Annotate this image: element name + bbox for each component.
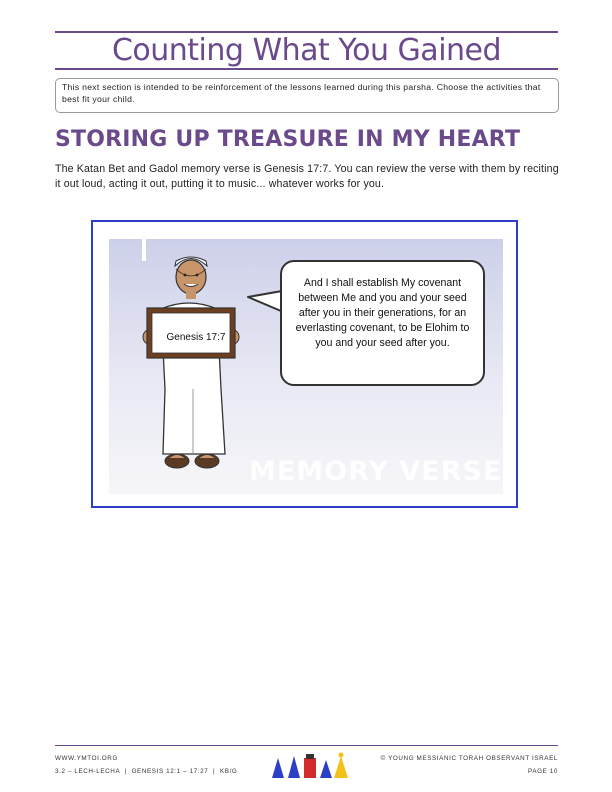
footer-copyright: © YOUNG MESSIANIC TORAH OBSERVANT ISRAEL xyxy=(380,755,558,762)
footer-website: WWW.YMTOI.ORG xyxy=(55,755,118,762)
bubble-tail-cover xyxy=(109,239,149,265)
intro-box xyxy=(55,78,559,113)
footer-lesson-line xyxy=(55,768,237,775)
ymtoi-logo-icon xyxy=(270,752,352,780)
title-underline xyxy=(55,68,558,70)
speech-bubble-text: And I shall establish My covenant between Me and you and your seed after you in their generations, for an everlasting covenant, to be Elohim to you and your seed after you. xyxy=(295,277,470,349)
sign-text: Genesis 17:7 xyxy=(166,332,226,343)
intro-text: This next section is intended to be reinforcement of the lessons learned during this parsha. Choose the activities that best fit your child. xyxy=(62,82,541,104)
footer-page-number: PAGE 10 xyxy=(528,768,558,775)
memory-verse-watermark: MEMORY VERSE xyxy=(249,456,503,487)
section-heading: STORING UP TREASURE IN MY HEART xyxy=(55,127,521,152)
footer-reference: GENESIS 12:1 – 17:27 xyxy=(131,768,209,775)
page-title: Counting What You Gained xyxy=(111,33,502,68)
footer-separator: | xyxy=(210,768,220,775)
body-paragraph: The Katan Bet and Gadol memory verse is Genesis 17:7. You can review the verse with them by reciting it out loud, acting it out, putting it to music... whatever works for you. xyxy=(55,163,559,190)
footer-rule xyxy=(55,745,558,746)
speech-bubble xyxy=(280,260,485,386)
footer-level: KB/G xyxy=(219,768,238,775)
footer-separator: | xyxy=(122,768,132,775)
footer-lesson: 3.2 – LECH-LECHA xyxy=(55,768,120,775)
memory-verse-figure xyxy=(91,220,518,508)
figure-background xyxy=(109,239,503,494)
